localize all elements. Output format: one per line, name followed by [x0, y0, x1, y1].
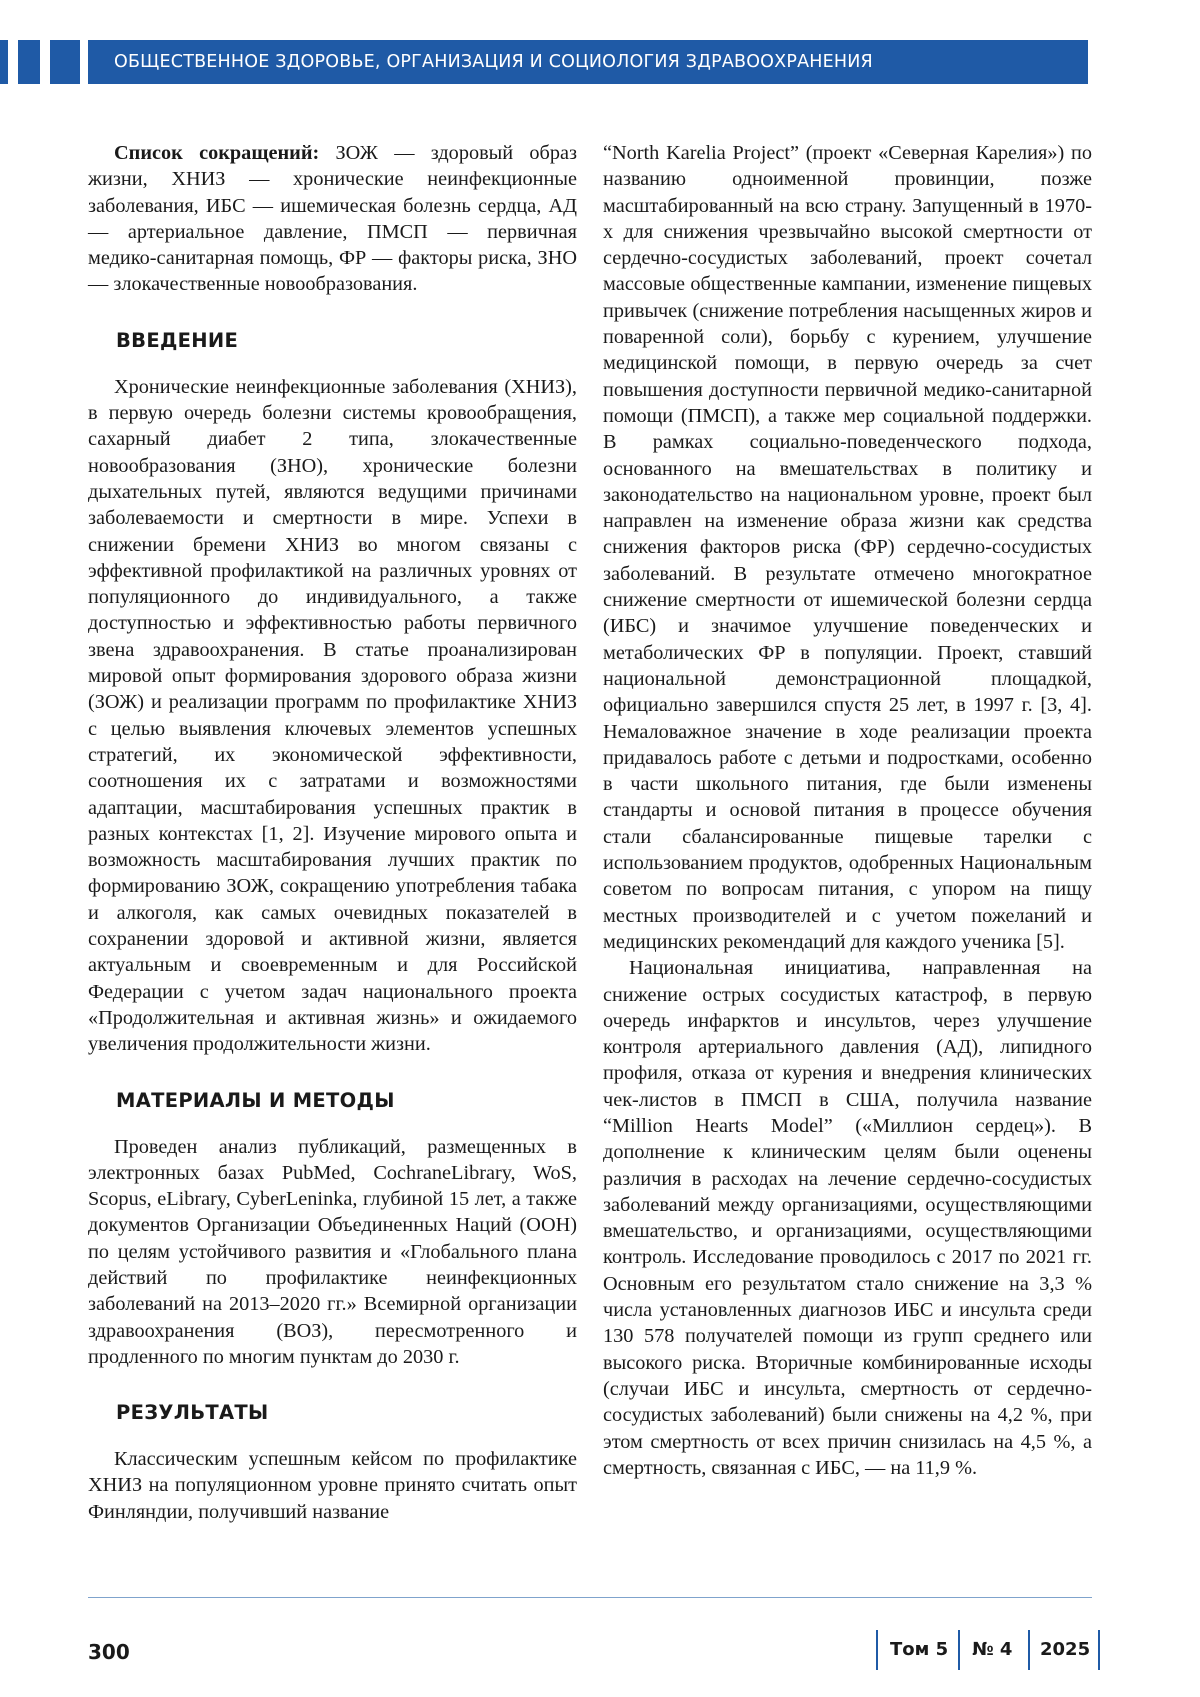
footer-rule	[88, 1597, 1092, 1598]
million-hearts-paragraph: Национальная инициатива, направленная на снижение острых сосудистых катастроф, в первую очередь инфарктов и инсультов, через улучшение контроля артериального давления (АД), липидного профиля, отказа от курения и внедрения клинических чек-листов в ПМСП в США, получила название “Million Hearts Model” («Миллион сердец»). В дополнение к клиническим целям были оценены различия в расходах на лечение сердечно-сосудистых заболеваний между организациями, осуществляющими вмешательство, и организациями, осуществляющими контроль. Исследование проводилось с 2017 по 2021 гг. Основным его результатом стало снижение на 3,3 % числа установленных диагнозов ИБС и инсульта среди 130 578 получателей помощи из групп среднего или высокого риска. Вторичные комбинированные исходы (случаи ИБС и инсульта, смертность от сердечно-сосудистых заболеваний) были снижены на 4,2 %, при этом смертность от всех причин снизилась на 4,5 %, а смертность, связанная с ИБС, — на 11,9 %.	[603, 957, 1092, 1479]
abbreviations-label: Список сокращений:	[114, 142, 320, 164]
footer-separator	[1098, 1630, 1100, 1670]
page-number: 300	[88, 1640, 130, 1664]
abbreviations-paragraph	[88, 140, 577, 298]
methods-heading: МАТЕРИАЛЫ И МЕТОДЫ	[116, 1088, 395, 1112]
intro-paragraph: Хронические неинфекционные заболевания (ХНИЗ), в первую очередь болезни системы кровообращения, сахарный диабет 2 типа, злокачественные новообразования (ЗНО), хронические болезни дыхательных путей, являются ведущими причинами заболеваемости и смертности в мире. Успехи в снижении бремени ХНИЗ во многом связаны с эффективной профилактикой на различных уровнях от популяционного до индивидуального, а также доступностью и эффективностью работы первичного звена здравоохранения. В статье проанализирован мировой опыт формирования здорового образа жизни (ЗОЖ) и реализации программ по профилактике ХНИЗ с целью выявления ключевых элементов успешных стратегий, их экономической эффективности, соотношения их с затратами и возможностями адаптации, масштабирования успешных практик в разных контекстах [1, 2]. Изучение мирового опыта и возможность масштабирования лучших практик по формированию ЗОЖ, сокращению употребления табака и алкоголя, как самых очевидных показателей в сохранении здоровой и активной жизни, является актуальным и своевременным и для Российской Федерации с учетом задач национального проекта «Продолжительная и активная жизнь» и ожидаемого увеличения продолжительности жизни.	[88, 375, 577, 1056]
journal-year: 2025	[1040, 1639, 1091, 1660]
intro-heading: ВВЕДЕНИЕ	[116, 328, 239, 352]
left-column	[88, 140, 577, 1525]
methods-paragraph: Проведен анализ публикаций, размещенных в электронных базах PubMed, CochraneLibrary, WoS, Scopus, eLibrary, CyberLeninka, глубиной 15 лет, а также документов Организации Объединенных Наций (ООН) по целям устойчивого развития и «Глобального плана действий по профилактике неинфекционных заболеваний на 2013–2020 гг.» Всемирной организации здравоохранения (ВОЗ), пересмотренного и продленного по многим пунктам до 2030 г.	[88, 1135, 577, 1368]
abbreviations-text: ЗОЖ — здоровый образ жизни, ХНИЗ — хронические неинфекционные заболевания, ИБС — ишемическая болезнь сердца, АД — артериальное давление, ПМСП — первичная медико-санитарная помощь, ФР — факторы риска, ЗНО — злокачественные новообразования.	[88, 142, 577, 296]
results-heading: РЕЗУЛЬТАТЫ	[116, 1401, 269, 1425]
journal-issue: № 4	[972, 1639, 1013, 1660]
header-stripe-1	[0, 40, 8, 84]
footer-separator	[876, 1630, 878, 1670]
right-column	[603, 140, 1092, 1481]
north-karelia-paragraph: “North Karelia Project” (проект «Северная Карелия») по названию одноименной провинции, позже масштабированный на всю страну. Запущенный в 1970-х для снижения чрезвычайно высокой смертности от сердечно-сосудистых заболеваний, проект сочетал массовые общественные кампании, изменение пищевых привычек (снижение потребления насыщенных жиров и поваренной соли), борьбу с курением, улучшение медицинской помощи, в первую очередь за счет повышения доступности первичной медико-санитарной помощи (ПМСП), а также мер социальной поддержки. В рамках социально-поведенческого подхода, основанного на вмешательствах в политику и законодательство на национальном уровне, проект был направлен на изменение образа жизни как средства снижения факторов риска (ФР) сердечно-сосудистых заболеваний. В результате отмечено многократное снижение смертности от ишемической болезни сердца (ИБС) и значимое улучшение поведенческих и метаболических ФР в популяции. Проект, ставший национальной демонстрационной площадкой, официально завершился спустя 25 лет, в 1997 г. [3, 4]. Немаловажное значение в ходе реализации проекта придавалось работе с детьми и подростками, особенно в части школьного питания, где были изменены стандарты и основой питания в процессе обучения стали сбалансированные пищевые тарелки с использованием продуктов, одобренных Национальным советом по вопросам питания, с упором на пищу местных производителей и с учетом пожеланий и медицинских рекомендаций для каждого ученика [5].	[603, 142, 1092, 953]
journal-volume: Том 5	[890, 1639, 949, 1660]
header-stripe-2	[18, 40, 40, 84]
footer-separator	[958, 1630, 960, 1670]
footer-separator	[1028, 1630, 1030, 1670]
results-paragraph: Классическим успешным кейсом по профилактике ХНИЗ на популяционном уровне принято считать опыт Финляндии, получивший название	[88, 1448, 577, 1523]
header-stripe-3	[50, 40, 80, 84]
section-title: ОБЩЕСТВЕННОЕ ЗДОРОВЬЕ, ОРГАНИЗАЦИЯ И СОЦИОЛОГИЯ ЗДРАВООХРАНЕНИЯ	[114, 52, 873, 72]
